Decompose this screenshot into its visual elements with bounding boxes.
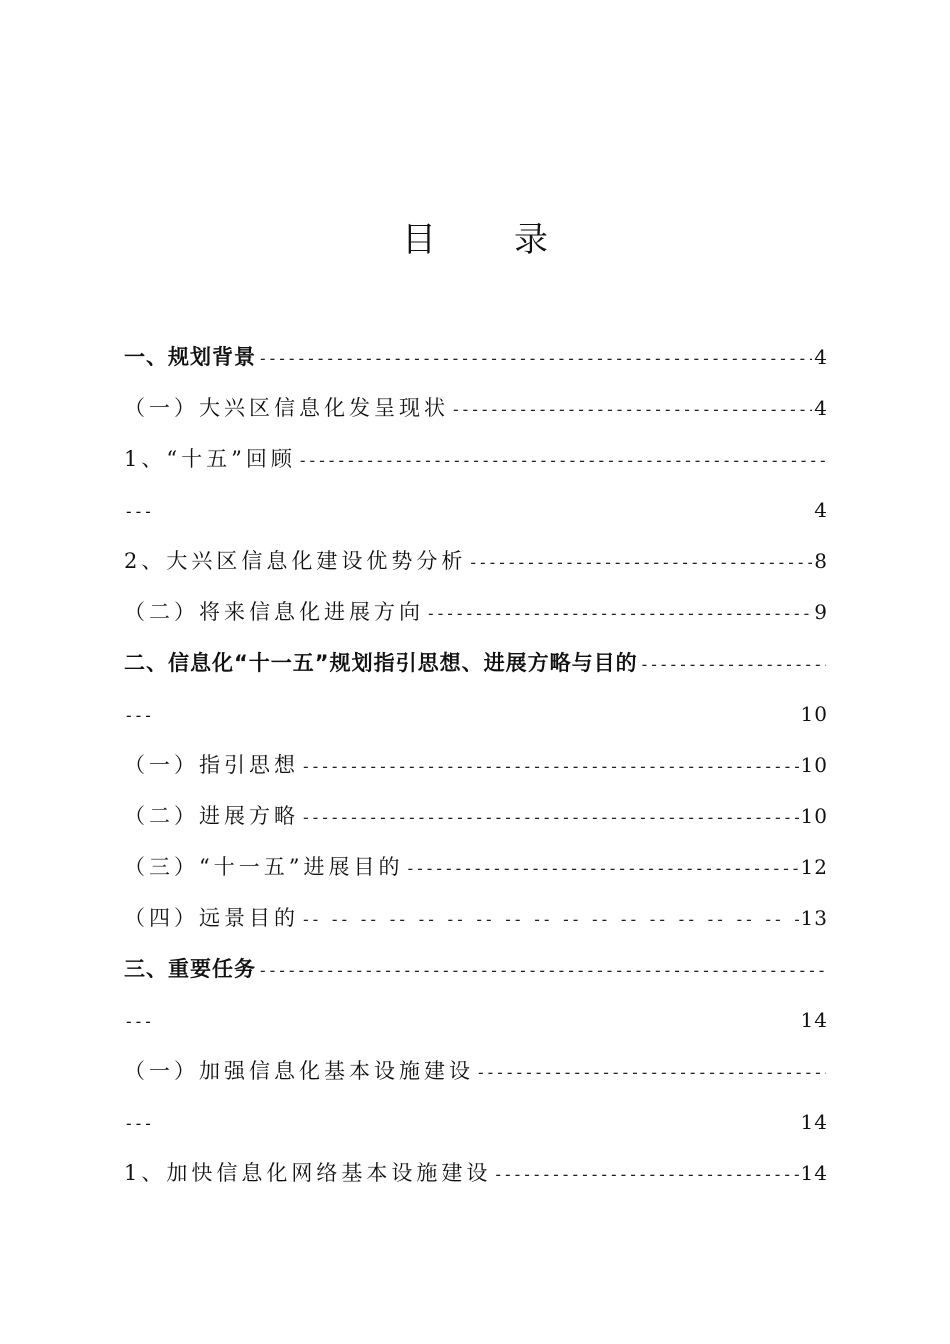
leader-dots — [468, 537, 812, 587]
toc-entry-continuation[interactable] — [124, 485, 828, 536]
toc-entry[interactable] — [124, 332, 828, 383]
leader-dots — [258, 333, 812, 383]
toc-page-number: 10 — [800, 753, 828, 777]
toc-entry-continuation[interactable] — [124, 1097, 828, 1148]
leader-dashes: --- — [124, 1012, 153, 1031]
title-char-mu: 目 — [402, 220, 436, 260]
toc-page-number: 8 — [814, 549, 828, 573]
leader-dots — [405, 843, 798, 893]
toc-page-number: 14 — [800, 1161, 828, 1185]
toc-entry-title: 三、重要任务 — [124, 957, 256, 981]
leader-dots — [640, 639, 826, 689]
table-of-contents — [124, 332, 828, 1199]
title-char-lu: 录 — [514, 220, 548, 260]
toc-entry[interactable] — [124, 638, 828, 689]
toc-entry-title: （一）指引思想 — [124, 753, 299, 777]
toc-entry-continuation[interactable] — [124, 689, 828, 740]
toc-entry-title: 1、加快信息化网络基本设施建设 — [124, 1161, 492, 1185]
toc-page-number: 10 — [800, 804, 828, 828]
toc-entry[interactable] — [124, 791, 828, 842]
toc-entry[interactable] — [124, 536, 828, 587]
toc-entry[interactable] — [124, 434, 828, 485]
toc-entry[interactable] — [124, 1148, 828, 1199]
leader-dots — [298, 435, 826, 485]
toc-entry[interactable] — [124, 893, 828, 944]
toc-page-number: 4 — [814, 345, 828, 369]
leader-dots — [301, 792, 799, 842]
toc-entry[interactable] — [124, 944, 828, 995]
toc-page-number: 10 — [800, 702, 828, 726]
toc-page-number: 14 — [800, 1008, 828, 1032]
toc-entry[interactable] — [124, 383, 828, 434]
toc-entry-title: 1、“十五”回顾 — [124, 447, 296, 471]
toc-entry[interactable] — [124, 587, 828, 638]
toc-page-number: 13 — [800, 906, 828, 930]
toc-entry-title: 2、大兴区信息化建设优势分析 — [124, 549, 467, 573]
toc-entry-title: （一）大兴区信息化发呈现状 — [124, 396, 449, 420]
toc-page-number: 9 — [814, 600, 828, 624]
toc-entry[interactable] — [124, 842, 828, 893]
toc-entry-title: （二）将来信息化进展方向 — [124, 600, 424, 624]
toc-entry[interactable] — [124, 1046, 828, 1097]
toc-entry-title: （二）进展方略 — [124, 804, 299, 828]
leader-dashes: --- — [124, 502, 153, 521]
toc-entry-continuation[interactable] — [124, 995, 828, 1046]
toc-entry-title: （一）加强信息化基本设施建设 — [124, 1059, 474, 1083]
leader-dots — [476, 1047, 826, 1097]
toc-page-number: 14 — [800, 1110, 828, 1134]
leader-dashes: --- — [124, 1114, 153, 1133]
toc-page-number: 12 — [800, 855, 828, 879]
toc-entry-title: （三）“十一五”进展目的 — [124, 855, 404, 879]
leader-dots — [426, 588, 812, 638]
toc-page-number: 4 — [814, 498, 828, 522]
toc-entry-title: 二、信息化“十一五”规划指引思想、进展方略与目的 — [124, 651, 638, 675]
leader-dots — [258, 945, 826, 995]
leader-dots — [493, 1149, 798, 1199]
toc-entry-title: 一、规划背景 — [124, 345, 256, 369]
leader-dots — [301, 894, 799, 944]
leader-dashes: --- — [124, 706, 153, 725]
toc-page-number: 4 — [814, 396, 828, 420]
leader-dots — [451, 384, 812, 434]
leader-dots — [301, 741, 799, 791]
toc-entry-title: （四）远景目的 — [124, 906, 299, 930]
page-title — [0, 218, 950, 262]
toc-entry[interactable] — [124, 740, 828, 791]
